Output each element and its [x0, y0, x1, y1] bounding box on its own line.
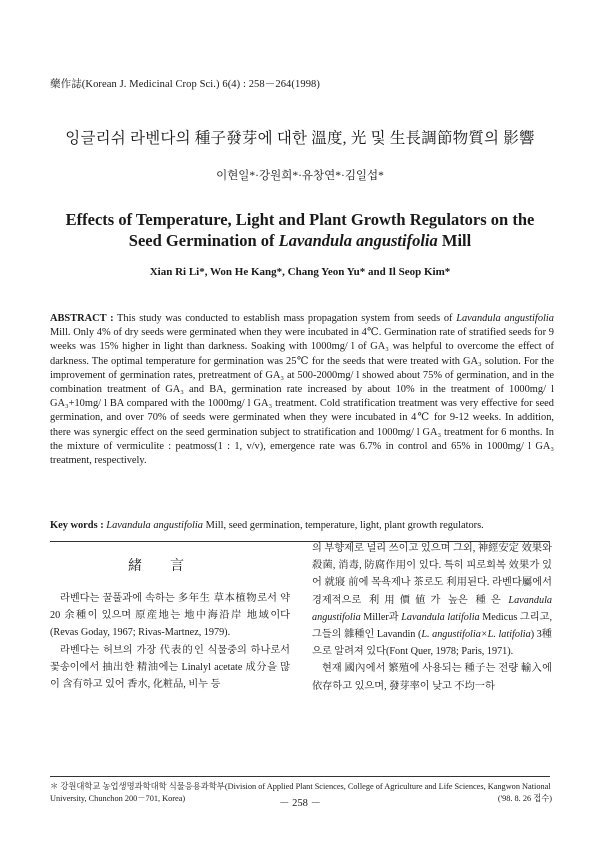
- footnote-rule: [50, 776, 550, 777]
- english-title-prefix: Seed Germination of: [128, 231, 279, 250]
- page-number: － 258 －: [279, 798, 321, 809]
- intro-text: ) 3種으로 알려져 있다(Font Quer, 1978; Paris, 1971).: [312, 629, 552, 658]
- intro-text: Miller과: [360, 611, 402, 623]
- keywords-label: Key words :: [50, 520, 104, 531]
- footnote-received-date: ('98. 8. 26 접수): [497, 794, 552, 803]
- korean-authors: 이현일*·강원희*·유창연*·김일섭*: [216, 170, 384, 182]
- abstract-label: ABSTRACT :: [50, 313, 114, 324]
- species-name: L. angustifolia×L. latifolia: [421, 629, 531, 641]
- keywords: [50, 520, 560, 531]
- species-name: Lavandula angustifolia: [312, 594, 552, 623]
- english-authors: Xian Ri Li*, Won He Kang*, Chang Yeon Yu* and Il Seop Kim*: [149, 266, 451, 278]
- english-title-species: Lavandula angustifolia: [278, 231, 438, 250]
- korean-title: 잉글리쉬 라벤다의 種子發芽에 대한 溫度, 光 및 生長調節物質의 影響: [65, 130, 535, 147]
- intro-text: Medicus 그리고, 그들의 雜種인 Lavandin (: [312, 611, 552, 641]
- english-title-line2: [0, 230, 600, 251]
- intro-paragraph-1: 라벤다는 꿀풀과에 속하는 多年生 草本植物로서 약 20 余種이 있으며 原産地는 地中海沿岸 地域이다(Revas Goday, 1967; Rivas-Martnez, 1979).: [50, 593, 290, 639]
- abstract-species: Lavandula angustifolia: [456, 313, 554, 324]
- left-column: [50, 590, 290, 693]
- english-title-suffix: Mill: [437, 231, 472, 250]
- intro-paragraph-2: 라벤다는 허브의 가장 代表的인 식물중의 하나로서 꽃송이에서 抽出한 精油에는 Linalyl acetate 成分을 많이 含有하고 있어 香水, 化粧品, 비누 등: [50, 644, 290, 691]
- keywords-text: Mill, seed germination, temperature, light, plant growth regulators.: [203, 520, 484, 531]
- footnote-affiliation: ＊ 강원대학교 농업생명과학대학 식물응용과학부(Division of Applied Plant Sciences, College of Agriculture and Life Sciences, Kangwon National University, Chunchon 200－701, Korea): [50, 782, 551, 803]
- keywords-species: Lavandula angustifolia: [106, 520, 203, 531]
- journal-reference: 藥作誌(Korean J. Medicinal Crop Sci.) 6(4) : 258－264(1998): [50, 79, 320, 90]
- intro-paragraph-3: [312, 540, 552, 660]
- right-column: [312, 540, 552, 695]
- abstract-text-1: This study was conducted to establish mass propagation system from seeds of: [113, 313, 457, 324]
- english-title-line1: Effects of Temperature, Light and Plant Growth Regulators on the: [65, 210, 535, 229]
- abstract: [50, 312, 554, 468]
- section-heading-introduction: 緒言: [128, 559, 212, 574]
- intro-text: 의 부향제로 널리 쓰이고 있으며 그외, 神經安定 效果와 殺菌, 消毒, 防腐作用이 있다. 특히 피로회복 效果가 있어 就寢 前에 목욕제나 茶로도 利用된다. 라벤다屬에서 경제적으로 利用價値가 높은 種은: [312, 543, 552, 606]
- abstract-text-2: Mill. Only 4% of dry seeds were germinated when they were incubated in 4℃. Germination rate of stratified seeds for 9 weeks was 15% higher in light than darkness. Soaking with 1000mg/ l of GA₃ was helpful to overcome the effect of darkness. The optimal temperature for germination was 25℃ for the seeds that were treated with GA₃ solution. For the improvement of germination rates, pretreatment of GA₃ at 500-2000mg/ l showed about 75% of germination, and in the combination treatment of GA₃ and BA, germination rate increased by about 10% in the treatment of 1000mg/ l GA₃+10mg/ l BA compared with the 1000mg/ l GA₃ treatment. Cold stratification treatment was very effective for seed germination, and over 70% of seeds were germinated when they were incubated in 4℃ for 9-12 weeks. In addition, there was synergic effect on the seed germination subject to stratification and 1000mg/ l GA₃ treatment for 6 months. In the mixture of vermiculite : peatmoss(1 : 1, v/v), emergence rate was 6.7% in control and 65% in 1000mg/ l GA₃ treatment, respectively.: [50, 327, 554, 467]
- english-title: [0, 209, 600, 251]
- intro-paragraph-4: 현재 國內에서 繁殖에 사용되는 種子는 전량 輸入에 依存하고 있으며, 發芽率이 낮고 不均一하: [312, 663, 552, 692]
- species-name: Lavandula latifolia: [401, 611, 480, 623]
